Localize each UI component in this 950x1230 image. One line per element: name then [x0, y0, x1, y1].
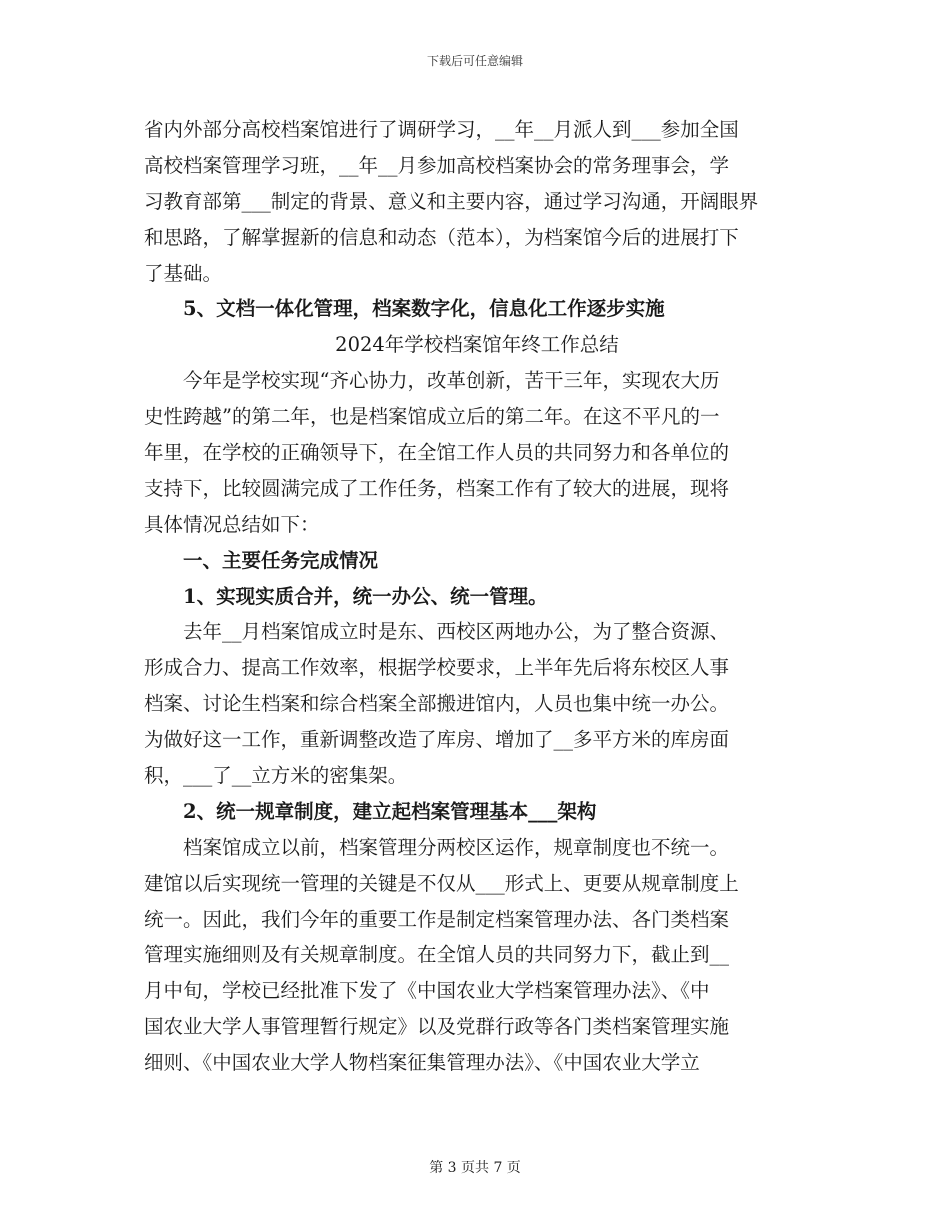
- body-line: 管理实施细则及有关规章制度。在全馆人员的共同努力下，截止到__: [144, 943, 730, 967]
- body-line: 国农业大学人事管理暂行规定》以及党群行政等各门类档案管理实施: [144, 1015, 730, 1039]
- body-line: 省内外部分高校档案馆进行了调研学习，__年__月派人到___参加全国: [144, 118, 739, 141]
- body-line: 建馆以后实现统一管理的关键是不仅从___形式上、更要从规章制度上: [144, 871, 739, 895]
- subsection-heading: 1、实现实质合并，统一办公、统一管理。: [183, 584, 548, 608]
- body-line: 统一。因此，我们今年的重要工作是制定档案管理办法、各门类档案: [144, 907, 730, 931]
- body-line: 具体情况总结如下：: [144, 512, 320, 536]
- body-line: 今年是学校实现“齐心协力，改革创新，苦干三年，实现农大历: [183, 369, 720, 393]
- body-line: 去年__月档案馆成立时是东、西校区两地办公，为了整合资源、: [183, 620, 730, 644]
- page-header: 下载后可任意编辑: [426, 54, 523, 68]
- body-line: 档案、讨论生档案和综合档案全部搬进馆内，人员也集中统一办公。: [144, 692, 730, 716]
- page-footer: 第 3 页共 7 页: [429, 1160, 521, 1176]
- document-title: 2024年学校档案馆年终工作总结: [335, 333, 619, 357]
- body-line: 和思路，了解掌握新的信息和动态（范本），为档案馆今后的进展打下: [144, 225, 739, 249]
- body-line: 形成合力、提高工作效率，根据学校要求，上半年先后将东校区人事: [144, 656, 730, 680]
- document-body: [144, 112, 810, 1081]
- body-line: 了基础。: [144, 261, 223, 285]
- body-line: 档案馆成立以前，档案管理分两校区运作，规章制度也不统一。: [183, 835, 730, 859]
- body-line: 高校档案管理学习班，__年__月参加高校档案协会的常务理事会，学: [144, 153, 730, 177]
- body-line: 细则、《中国农业大学人物档案征集管理办法》、《中国农业大学立: [144, 1051, 700, 1075]
- section-heading: 5、文档一体化管理，档案数字化，信息化工作逐步实施: [183, 297, 665, 321]
- body-line: 年里，在学校的正确领导下，在全馆工作人员的共同努力和各单位的: [144, 441, 730, 465]
- subsection-heading: 2、统一规章制度，建立起档案管理基本___架构: [183, 799, 597, 823]
- body-line: 史性跨越”的第二年，也是档案馆成立后的第二年。在这不平凡的一: [144, 405, 720, 429]
- body-line: 支持下，比较圆满完成了工作任务，档案工作有了较大的进展，现将: [144, 476, 730, 500]
- body-line: 月中旬，学校已经批准下发了《中国农业大学档案管理办法》、《中: [144, 979, 710, 1003]
- body-line: 为做好这一工作，重新调整改造了库房、增加了__多平方米的库房面: [144, 728, 730, 752]
- section-heading: 一、主要任务完成情况: [183, 548, 379, 572]
- body-line: 习教育部第___制定的背景、意义和主要内容，通过学习沟通，开阔眼界: [144, 189, 759, 213]
- body-line: 积，___了__立方米的密集架。: [144, 764, 408, 788]
